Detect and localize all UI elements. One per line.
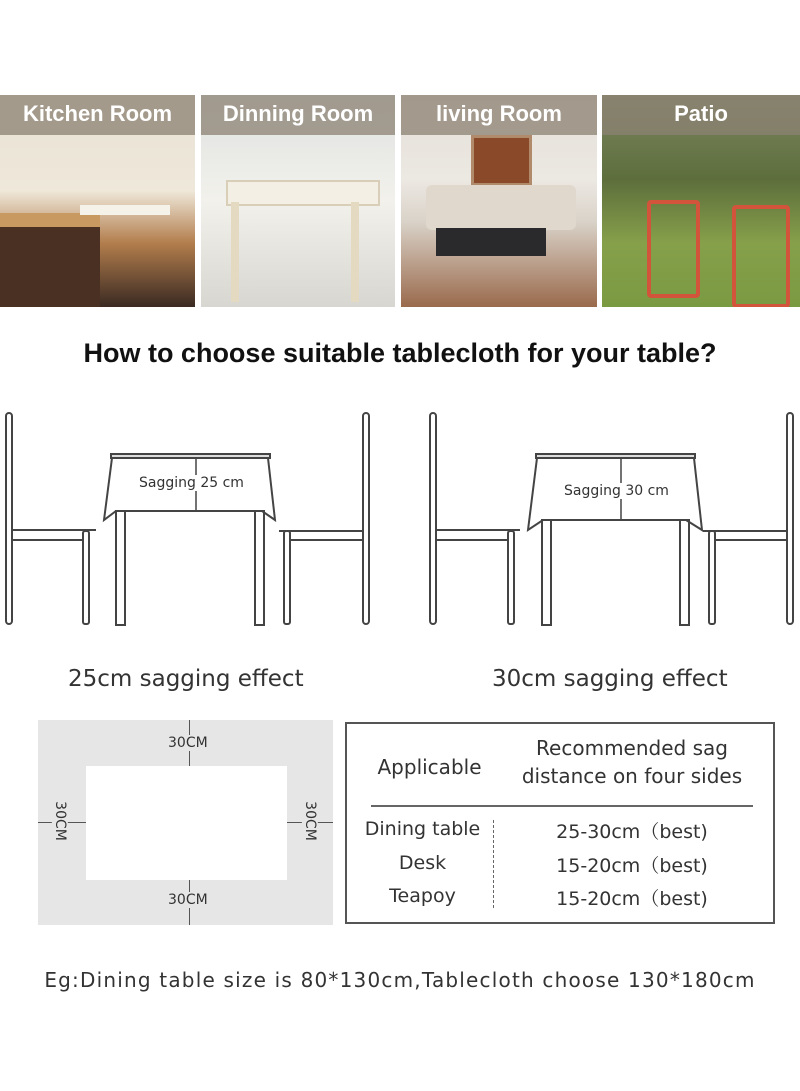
room-label: living Room bbox=[436, 101, 562, 126]
sag-recommendation-table bbox=[345, 722, 775, 924]
room-label: Kitchen Room bbox=[22, 101, 173, 126]
tablecloth-size-diagram bbox=[38, 720, 333, 925]
room-label: Dinning Room bbox=[222, 101, 374, 126]
diagram-25cm bbox=[6, 413, 369, 625]
caption-30cm: 30cm sagging effect bbox=[492, 666, 728, 692]
sag-label-30: Sagging 30 cm bbox=[564, 483, 669, 499]
room-label: Patio bbox=[674, 101, 728, 126]
row-type: Desk bbox=[398, 852, 447, 874]
row-value: 15-20cm（best) bbox=[556, 855, 708, 877]
header-recommended-2: distance on four sides bbox=[521, 764, 743, 788]
sag-label-25: Sagging 25 cm bbox=[139, 475, 244, 491]
row-value: 15-20cm（best) bbox=[556, 888, 708, 910]
table-area bbox=[86, 766, 287, 880]
dim-right: 30CM bbox=[301, 801, 318, 841]
page-title: How to choose suitable tablecloth for your table? bbox=[83, 338, 717, 368]
diagram-30cm bbox=[430, 413, 793, 625]
dim-bottom: 30CM bbox=[168, 892, 208, 908]
dim-left: 30CM bbox=[51, 801, 68, 841]
row-value: 25-30cm（best) bbox=[556, 821, 708, 843]
caption-25cm: 25cm sagging effect bbox=[68, 666, 304, 692]
dim-top: 30CM bbox=[168, 735, 208, 751]
header-applicable: Applicable bbox=[377, 755, 482, 779]
example-note: Eg:Dining table size is 80*130cm,Tablecloth choose 130*180cm bbox=[44, 968, 756, 992]
row-type: Dining table bbox=[364, 818, 481, 840]
header-recommended-1: Recommended sag bbox=[536, 736, 728, 760]
row-type: Teapoy bbox=[389, 885, 456, 907]
